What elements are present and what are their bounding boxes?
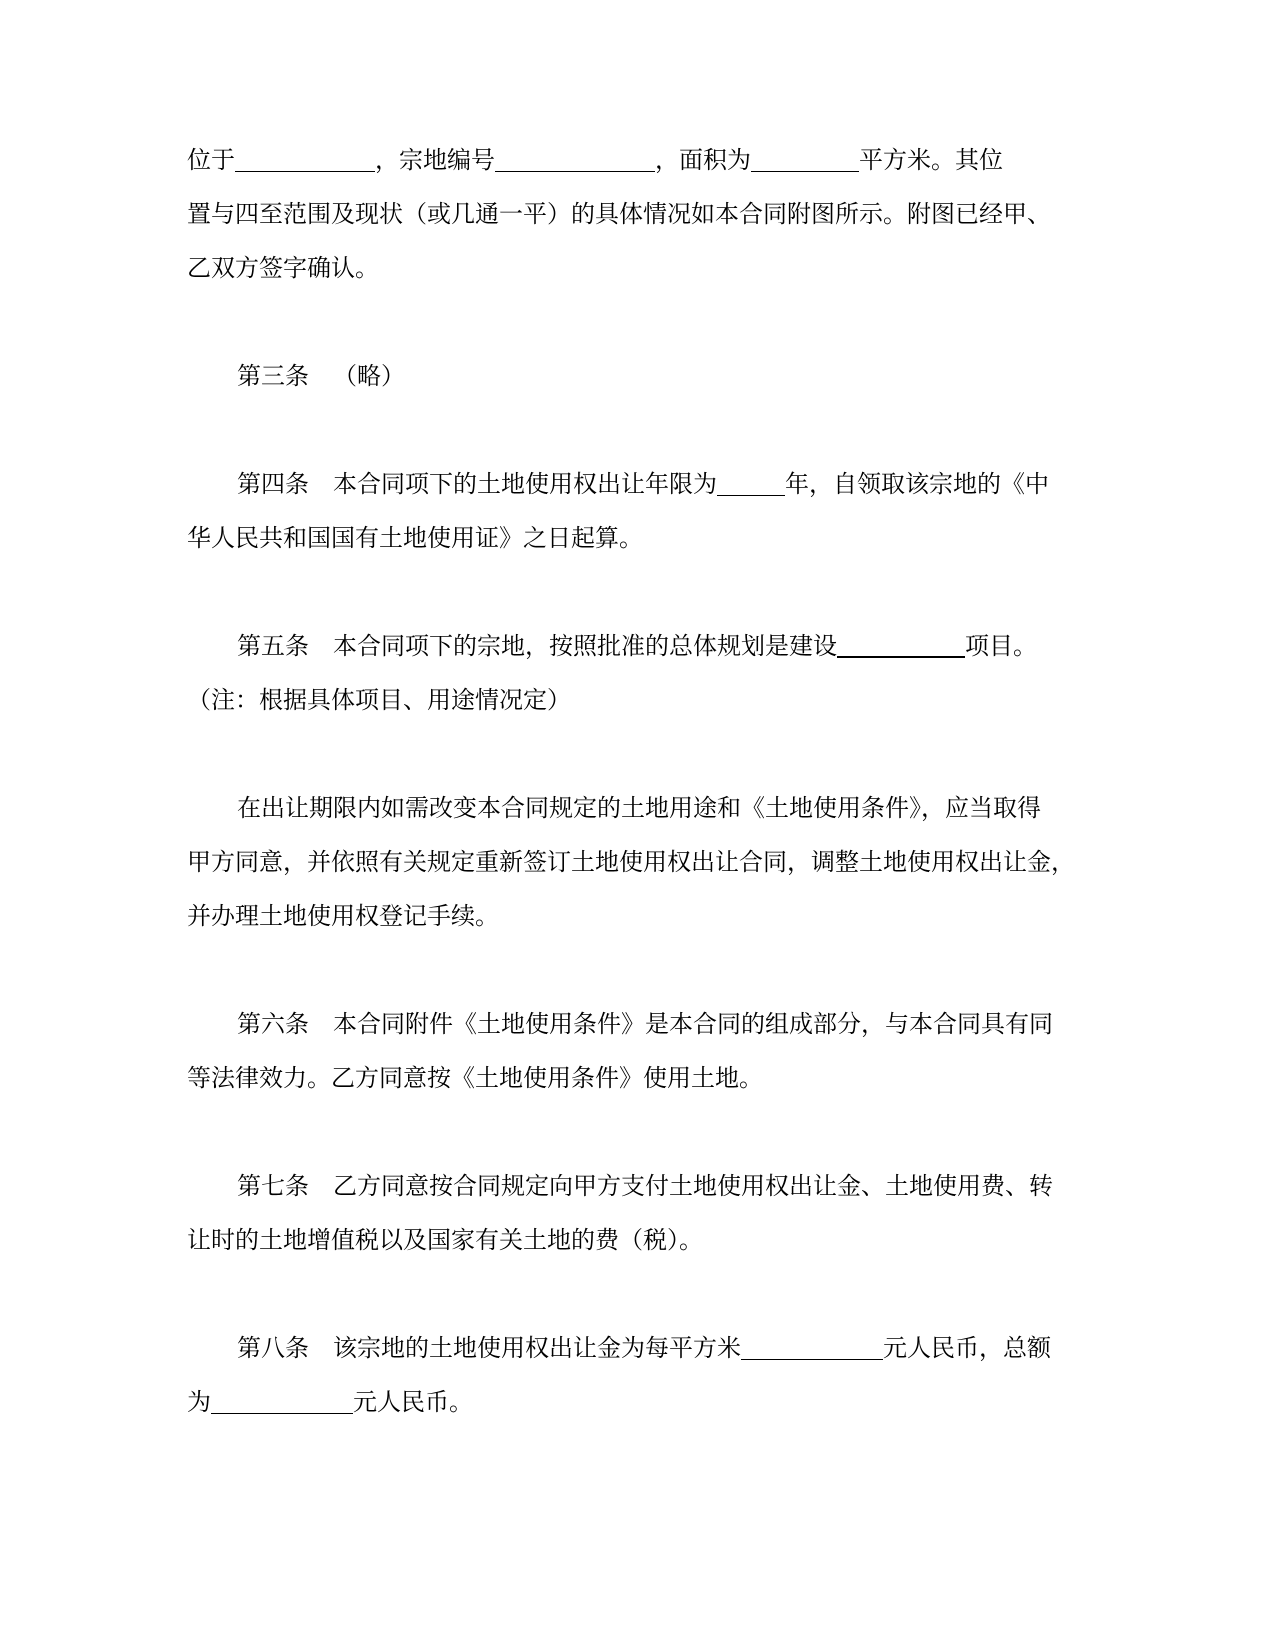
article-6-line: 等法律效力。乙方同意按《土地使用条件》使用土地。 (187, 1064, 763, 1092)
text: 元人民币。 (353, 1388, 473, 1416)
article-text: （略） (333, 362, 405, 390)
text: 年，自领取该宗地的《中 (785, 470, 1049, 498)
paragraph-line (187, 146, 1003, 174)
paragraph-line: 乙双方签字确认。 (187, 254, 379, 282)
text: 该宗地的土地使用权出让金为每平方米 (333, 1334, 741, 1362)
text: ，宗地编号 (375, 146, 495, 174)
article-4-line: 华人民共和国国有土地使用证》之日起算。 (187, 524, 643, 552)
paragraph-line: 并办理土地使用权登记手续。 (187, 902, 499, 930)
text: 平方米。其位 (859, 146, 1003, 174)
article-4-line (237, 470, 1049, 498)
paragraph-line: 置与四至范围及现状（或几通一平）的具体情况如本合同附图所示。附图已经甲、 (187, 200, 1051, 228)
article-heading: 第八条 (237, 1334, 309, 1362)
paragraph-line: 甲方同意，并依照有关规定重新签订土地使用权出让合同，调整土地使用权出让金， (187, 848, 1075, 876)
fill-in-blank-parcel-number[interactable] (495, 147, 655, 172)
article-8-line (237, 1334, 1051, 1362)
article-8-line (187, 1388, 473, 1416)
article-heading: 第七条 (237, 1172, 309, 1200)
paragraph-line: 在出让期限内如需改变本合同规定的土地用途和《土地使用条件》，应当取得 (237, 794, 1041, 822)
article-heading: 第六条 (237, 1010, 309, 1038)
text: 项目。 (965, 632, 1037, 660)
article-heading: 第四条 (237, 470, 309, 498)
article-6-line (237, 1010, 1053, 1038)
article-7-line (237, 1172, 1053, 1200)
fill-in-blank-area[interactable] (751, 147, 859, 172)
text: 元人民币，总额 (883, 1334, 1051, 1362)
article-heading: 第五条 (237, 632, 309, 660)
fill-in-blank-price-per-sqm[interactable] (741, 1335, 883, 1360)
article-5-line (237, 632, 1037, 660)
text: 本合同项下的宗地，按照批准的总体规划是建设 (333, 632, 837, 660)
text: 本合同项下的土地使用权出让年限为 (333, 470, 717, 498)
text: 乙方同意按合同规定向甲方支付土地使用权出让金、土地使用费、转 (333, 1172, 1053, 1200)
text: ，面积为 (655, 146, 751, 174)
text: 位于 (187, 146, 235, 174)
fill-in-blank-term-years[interactable] (717, 471, 785, 496)
fill-in-blank-project[interactable] (837, 632, 965, 658)
text: 为 (187, 1388, 211, 1416)
article-7-line: 让时的土地增值税以及国家有关土地的费（税）。 (187, 1226, 703, 1254)
article-3 (237, 362, 405, 390)
article-5-note: （注：根据具体项目、用途情况定） (187, 686, 571, 714)
text: 本合同附件《土地使用条件》是本合同的组成部分，与本合同具有同 (333, 1010, 1053, 1038)
article-heading: 第三条 (237, 362, 309, 390)
fill-in-blank-total-amount[interactable] (211, 1389, 353, 1414)
fill-in-blank-location[interactable] (235, 147, 375, 172)
